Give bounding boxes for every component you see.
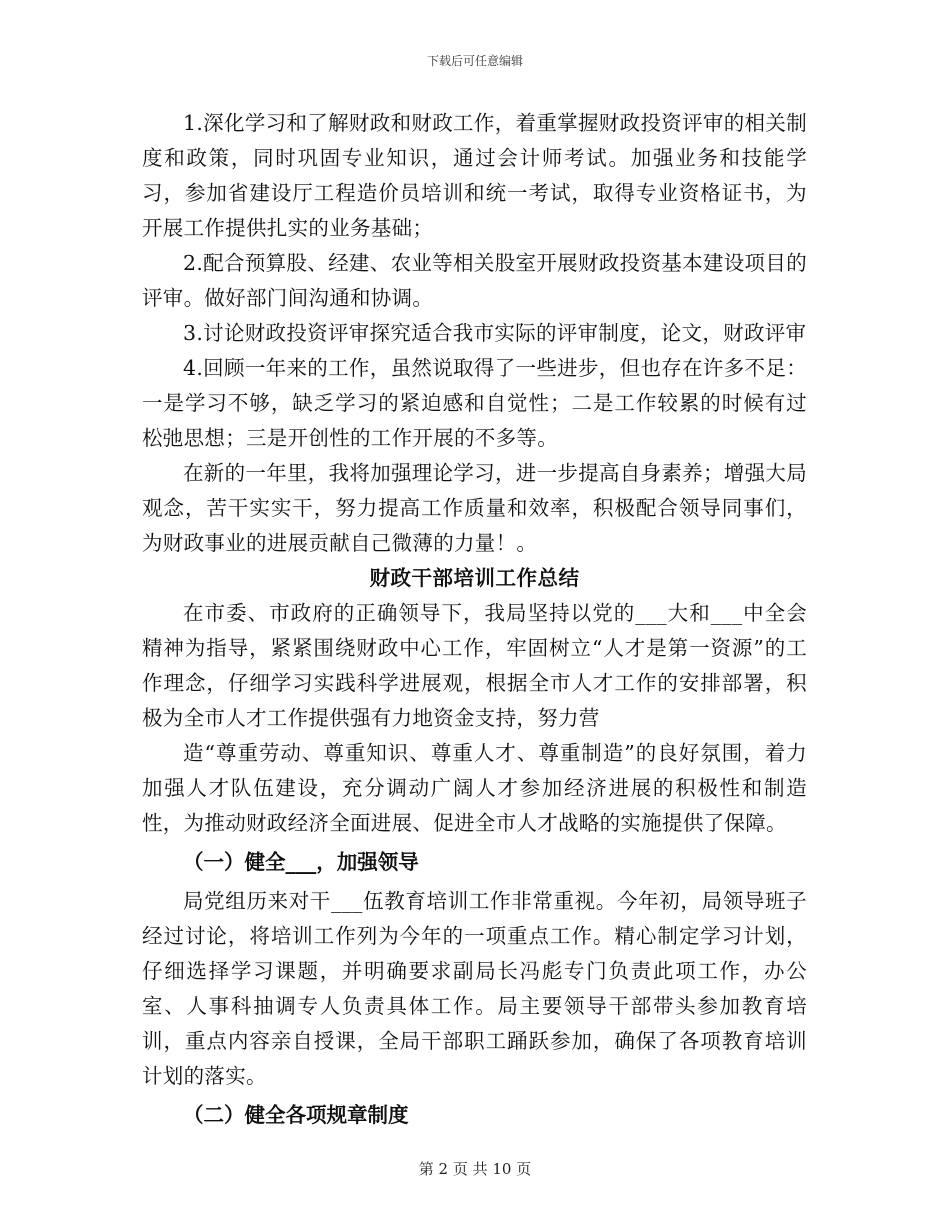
page-number: 第 2 页 共 10 页 <box>418 1160 532 1178</box>
heading-one: （一）健全___，加强领导 <box>183 850 419 874</box>
paragraph-item-2: 2.配合预算股、经建、农业等相关股室开展财政投资基本建设项目的评审。做好部门间沟通和协调。 <box>142 251 807 310</box>
paragraph-item-3: 3.讨论财政投资评审探究适合我市实际的评审制度，论文，财政评审 <box>183 321 807 345</box>
header-note: 下载后可任意编辑 <box>426 54 523 68</box>
paragraph-training: 局党组历来对干___伍教育培训工作非常重视。今年初，局领导班子经过讨论，将培训工作列为今年的一项重点工作。精心制定学习计划，仔细选择学习课题，并明确要求副局长冯彪专门负责此项工作，办公室、人事科抽调专人负责具体工作。局主要领导干部带头参加教育培训，重点内容亲自授课，全局干部职工踊跃参加，确保了各项教育培训计划的落实。 <box>142 889 807 1088</box>
paragraph-intro: 在市委、市政府的正确领导下，我局坚持以党的___大和___中全会精神为指导，紧紧围绕财政中心工作，牢固树立“人才是第一资源”的工作理念，仔细学习实践科学进展观，根据全市人才工作的安排部署，积极为全市人才工作提供强有力地资金支持，努力营 <box>142 601 807 730</box>
section-title: 财政干部培训工作总结 <box>369 566 580 590</box>
paragraph-new-year: 在新的一年里，我将加强理论学习，进一步提高自身素养；增强大局观念，苦干实实干，努力提高工作质量和效率，积极配合领导同事们，为财政事业的进展贡献自己微薄的力量！。 <box>142 461 807 555</box>
paragraph-item-1: 1.深化学习和了解财政和财政工作，着重掌握财政投资评审的相关制度和政策，同时巩固专业知识，通过会计师考试。加强业务和技能学习，参加省建设厅工程造价员培训和统一考试，取得专业资格证书，为开展工作提供扎实的业务基础； <box>142 111 807 240</box>
paragraph-intro-cont: 造“尊重劳动、尊重知识、尊重人才、尊重制造”的良好氛围，着力加强人才队伍建设，充分调动广阔人才参加经济进展的积极性和制造性，为推动财政经济全面进展、促进全市人才战略的实施提供了保障。 <box>142 741 807 835</box>
document-body <box>142 106 807 1137</box>
heading-two: （二）健全各项规章制度 <box>183 1103 409 1127</box>
paragraph-item-4: 4.回顾一年来的工作，虽然说取得了一些进步，但也存在许多不足：一是学习不够，缺乏学习的紧迫感和自觉性；二是工作较累的时候有过松弛思想；三是开创性的工作开展的不多等。 <box>142 356 807 450</box>
